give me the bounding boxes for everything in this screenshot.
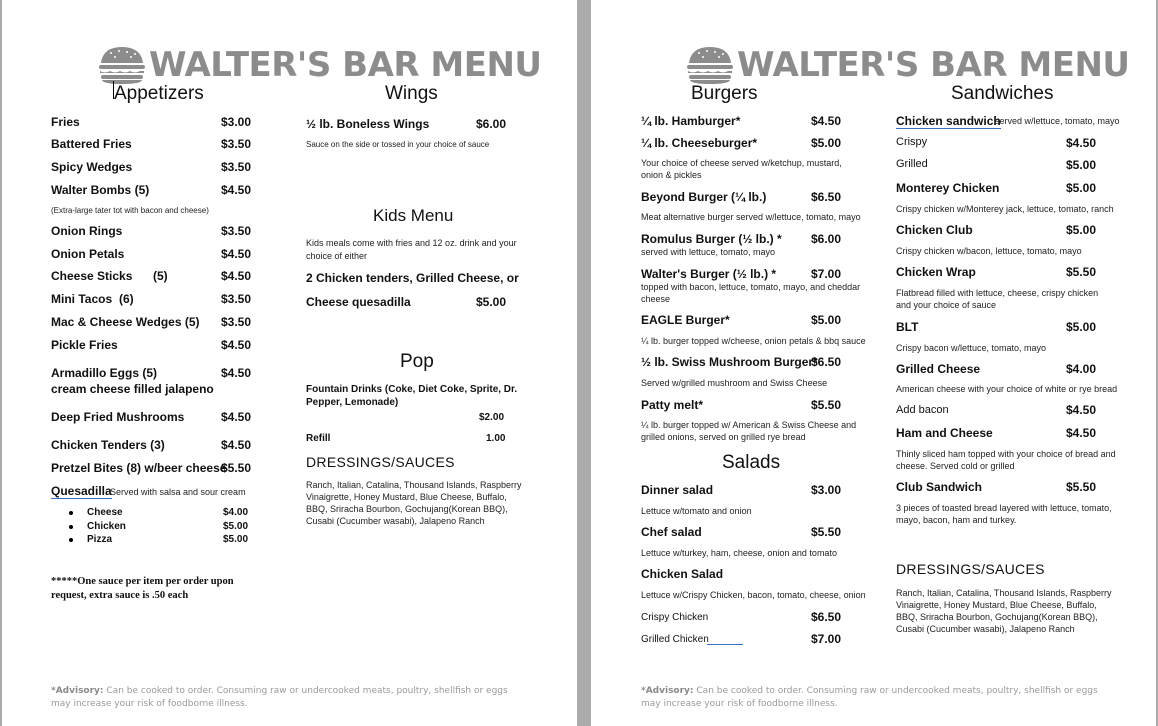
menu-item-price: $5.50 [1066,265,1097,279]
menu-item-name: Walter's Burger (½ lb.) * [641,267,777,281]
option-label: Pizza [87,534,113,545]
menu-item-name: Mini Tacos [51,292,113,306]
menu-item-name: ½ lb. Swiss Mushroom Burger* [641,355,818,369]
kids-menu-desc: Kids meals come with fries and 12 oz. drink and your choice of either [306,238,517,261]
menu-item-name: Chicken Salad [641,567,724,581]
menu-item-name: Spicy Wedges [51,160,133,174]
menu-item-price: $5.00 [1066,223,1097,237]
advisory-label: *Advisory: [641,686,694,696]
option-label: Crispy Chicken [641,612,709,623]
menu-item-name: Fries [51,115,80,129]
menu-item-name: ½ lb. Boneless Wings [306,117,430,131]
menu-item-qty: (5) [153,269,168,283]
menu-item-desc: Your choice of cheese served w/ketchup, mustard, onion & pickles [641,158,842,180]
menu-item-name: Quesadilla [51,484,112,498]
menu-item-price: $3.50 [221,315,252,329]
menu-item-name: Add bacon [896,404,949,416]
menu-item-name: Onion Petals [51,247,125,261]
option-price: $5.00 [223,520,249,532]
bullet-icon [69,511,73,515]
kids-menu-heading: Kids Menu [373,206,454,225]
menu-item-price: $4.50 [221,269,252,283]
menu-page-1 [2,0,577,726]
list-item [69,506,249,520]
fountain-drinks: Fountain Drinks (Coke, Diet Coke, Sprite, Dr. Pepper, Lemonade) [306,384,518,408]
menu-item-price: $4.50 [221,338,252,352]
menu-item-price: $3.50 [221,224,252,238]
list-item [69,533,249,547]
menu-item-price: $5.00 [1066,320,1097,334]
text-cursor [113,81,114,99]
menu-item-desc: Sauce on the side or tossed in your choice of sauce [306,140,490,149]
advisory-text: Can be cooked to order. Consuming raw or undercooked meats, poultry, shellfish or eggs may increase your risk of foodborne illness. [641,686,1098,709]
menu-item-name: Beyond Burger (¼ lb.) [641,190,767,204]
menu-item-desc: Served w/grilled mushroom and Swiss Cheese [641,378,828,388]
dressings-heading: DRESSINGS/SAUCES [306,454,455,470]
appetizers-heading: Appetizers [114,83,204,104]
list-item [69,520,249,534]
menu-item-name: ¼ lb. Cheeseburger* [641,136,758,150]
dressings-heading: DRESSINGS/SAUCES [896,561,1045,577]
menu-item-price: $5.00 [476,295,507,309]
menu-item-price: $5.50 [1066,480,1097,494]
menu-item-price: $3.00 [811,483,842,497]
menu-title [685,44,1130,86]
menu-item-desc: Crispy chicken w/bacon, lettuce, tomato, mayo [896,246,1082,256]
menu-item-price: $3.50 [221,160,252,174]
menu-item-desc: Crispy bacon w/lettuce, tomato, mayo [896,343,1047,353]
menu-item-name: Chef salad [641,525,702,539]
menu-item-price: $5.00 [1066,181,1097,195]
menu-item-price: $6.00 [811,232,842,246]
bullet-icon [69,525,73,529]
menu-item-price: $5.00 [811,136,842,150]
quesadilla-options [69,506,249,547]
menu-item-name: EAGLE Burger* [641,313,730,327]
menu-item-name: Cheese Sticks [51,269,133,283]
menu-item-desc: Crispy chicken w/Monterey jack, lettuce, tomato, ranch [896,204,1114,214]
menu-item-desc: Meat alternative burger served w/lettuce, tomato, mayo [641,212,861,222]
menu-item-name: Chicken Wrap [896,265,976,279]
menu-item-name: Monterey Chicken [896,181,1000,195]
menu-item-price: $4.50 [221,438,252,452]
menu-item-price: $5.50 [811,398,842,412]
burger-icon [97,45,147,85]
menu-item-desc: ¼ lb. burger topped w/ American & Swiss Cheese and grilled onions, served on grilled rye bread [641,420,857,442]
option-label: Grilled [896,158,928,170]
menu-item-name: Grilled Cheese [896,362,981,376]
menu-item-desc: Thinly sliced ham topped with your choice of bread and cheese. Served cold or grilled [896,449,1116,471]
option-price: $6.50 [811,610,842,624]
menu-item-price: $6.50 [811,190,842,204]
dressings-list: Ranch, Italian, Catalina, Thousand Islands, Raspberry Vinaigrette, Honey Mustard, Blue Cheese, Buffalo, BBQ, Sriracha Bourbon, Gochujang(Korean BBQ), Cusabi (Cucumber wasabi), Jalapeno Ranch [306,480,522,526]
menu-item-price: $4.50 [1066,426,1097,440]
menu-item-name: Dinner salad [641,483,714,497]
menu-item-desc: Lettuce w/Crispy Chicken, bacon, tomato, cheese, onion [641,590,866,600]
sauce-note: *****One sauce per item per order upon request, extra sauce is .50 each [51,576,234,601]
menu-item-price: $3.50 [221,292,252,306]
salads-heading: Salads [722,452,781,473]
menu-item-price: $3.00 [221,115,252,129]
menu-item-price: $4.50 [221,183,252,197]
option-price: $5.00 [1066,158,1097,172]
option-label: Cheese [87,507,123,518]
option-label: Grilled Chicken [641,634,709,645]
menu-item-name: Romulus Burger (½ lb.) * [641,232,782,246]
menu-title-text: WALTER'S BAR MENU [149,45,542,85]
menu-item-desc: Served with salsa and sour cream [110,487,246,497]
dressings-list: Ranch, Italian, Catalina, Thousand Islands, Raspberry Vinaigrette, Honey Mustard, Blue Cheese, Buffalo, BBQ, Sriracha Bourbon, Gochujang(Korean BBQ), Cusabi (Cucumber wasabi), Jalapeno Ranch [896,588,1112,634]
menu-item-name: Walter Bombs (5) [51,183,150,197]
menu-item-desc: topped with bacon, lettuce, tomato, mayo, and cheddar cheese [641,282,861,304]
menu-item-price: $3.50 [221,137,252,151]
menu-item-price: $4.50 [811,114,842,128]
menu-item-desc: served w/lettuce, tomato, mayo [995,116,1120,126]
menu-item-price: $5.50 [811,525,842,539]
menu-item-name: Ham and Cheese [896,426,993,440]
menu-item-name: Patty melt* [641,398,704,412]
menu-item-name: Chicken Tenders (3) [51,438,165,452]
menu-item-name: Pretzel Bites (8) w/beer cheese [51,461,227,475]
menu-item-name: ¼ lb. Hamburger* [641,114,741,128]
menu-item-desc: Lettuce w/turkey, ham, cheese, onion and tomato [641,548,837,558]
advisory-note [51,685,521,711]
pop-heading: Pop [400,351,434,372]
wings-heading: Wings [385,83,438,104]
menu-item-price: $5.50 [221,461,252,475]
menu-item-price: $6.00 [476,117,507,131]
advisory-label: *Advisory: [51,686,104,696]
menu-item-qty: (6) [119,292,134,306]
menu-item-name: Deep Fried Mushrooms [51,410,185,424]
menu-item-price: $4.00 [1066,362,1097,376]
refill-price: 1.00 [486,433,506,444]
option-price: $4.50 [1066,136,1097,150]
option-price: $7.00 [811,632,842,646]
fountain-price: $2.00 [479,412,505,423]
menu-item-desc: American cheese with your choice of white or rye bread [896,384,1118,394]
option-label: Chicken [87,520,126,532]
menu-item-desc: served with lettuce, tomato, mayo [641,247,776,257]
menu-item-name: Club Sandwich [896,480,983,494]
menu-page-2 [591,0,1156,726]
menu-item-price: $4.50 [221,410,252,424]
menu-item-name: Mac & Cheese Wedges (5) [51,315,200,329]
menu-item-price: $7.00 [811,267,842,281]
menu-item-name: 2 Chicken tenders, Grilled Cheese, or [306,271,519,285]
menu-item-price: $4.50 [221,247,252,261]
menu-item-name: Battered Fries [51,137,132,151]
sandwiches-heading: Sandwiches [951,83,1054,104]
refill-label: Refill [306,433,331,444]
menu-item-price: $6.50 [811,355,842,369]
advisory-note [641,685,1111,711]
option-price: $5.00 [223,534,249,545]
menu-item-name: BLT [896,320,919,334]
option-label: Crispy [896,136,928,148]
underline-mark [707,644,743,645]
menu-title [97,44,542,86]
option-price: $4.00 [223,507,249,518]
menu-item-name: Cheese quesadilla [306,295,411,309]
menu-item-desc: cream cheese filled jalapeno [51,382,214,396]
menu-item-price: $5.00 [811,313,842,327]
menu-item-desc: 3 pieces of toasted bread layered with lettuce, tomato, mayo, bacon, ham and turkey. [896,503,1112,525]
menu-item-price: $4.50 [221,366,252,380]
bullet-icon [69,538,73,542]
menu-item-desc: Flatbread filled with lettuce, cheese, crispy chicken and your choice of sauce [896,288,1099,310]
menu-item-name: Onion Rings [51,224,123,238]
menu-item-name: Armadillo Eggs (5) [51,366,158,380]
menu-item-desc: ¼ lb. burger topped w/cheese, onion petals & bbq sauce [641,336,866,346]
menu-item-name: Chicken Club [896,223,973,237]
menu-item-desc: (Extra-large tater tot with bacon and cheese) [51,206,209,215]
burgers-heading: Burgers [691,83,758,104]
advisory-text: Can be cooked to order. Consuming raw or undercooked meats, poultry, shellfish or eggs may increase your risk of foodborne illness. [51,686,508,709]
chicken-sandwich-title: Chicken sandwich [896,114,1001,128]
menu-item-name: Pickle Fries [51,338,118,352]
menu-item-desc: Lettuce w/tomato and onion [641,506,752,516]
menu-item-price: $4.50 [1066,403,1097,417]
menu-title-text: WALTER'S BAR MENU [737,45,1130,85]
burger-icon [685,45,735,85]
